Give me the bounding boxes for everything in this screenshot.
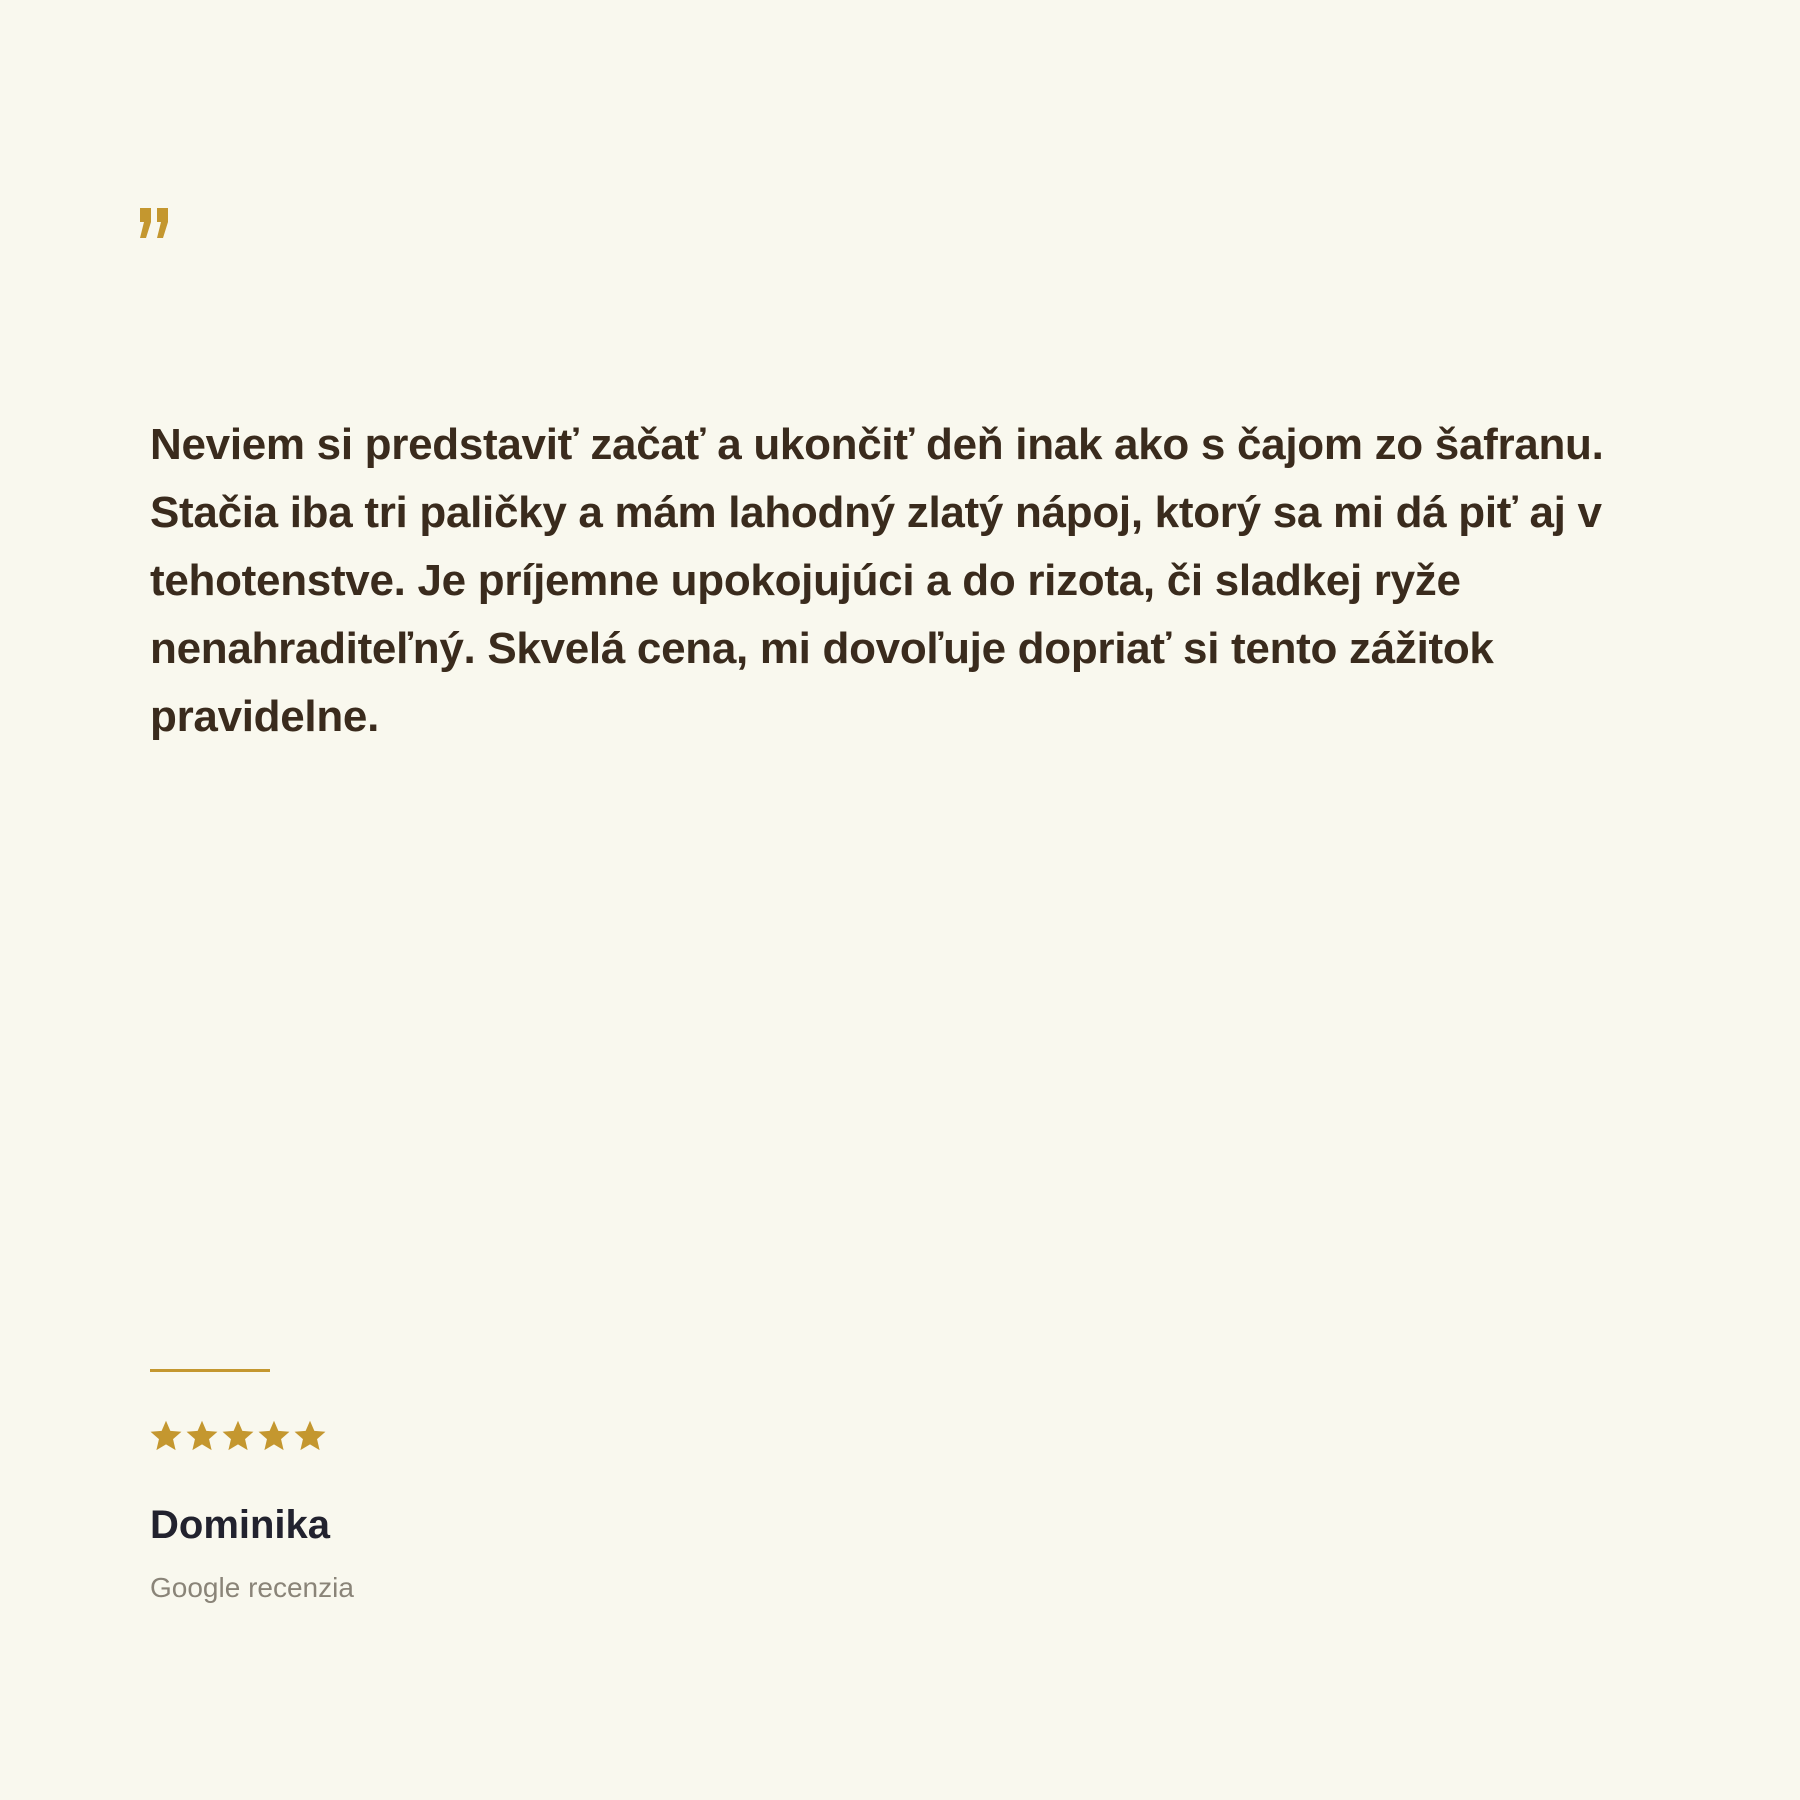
star-icon [148,1418,184,1454]
review-source: Google recenzia [150,1572,354,1603]
divider [150,1369,270,1372]
reviewer-name: Dominika [150,1503,331,1547]
star-icon [292,1418,328,1454]
star-icon [256,1418,292,1454]
star-icon [220,1418,256,1454]
star-icon [184,1418,220,1454]
quote-icon [138,208,172,258]
rating-stars [148,1418,328,1460]
review-text: Neviem si predstaviť začať a ukončiť deň inak ako s čajom zo šafranu. Stačia iba tri paličky a mám lahodný zlatý nápoj, ktorý sa mi dá piť aj v tehotenstve. Je príjemne upokojujúci a do rizota, či sladkej ryže nenahraditeľný. Skvelá cena, mi dovoľuje dopriať si tento zážitok pravidelne. [150,420,1604,741]
